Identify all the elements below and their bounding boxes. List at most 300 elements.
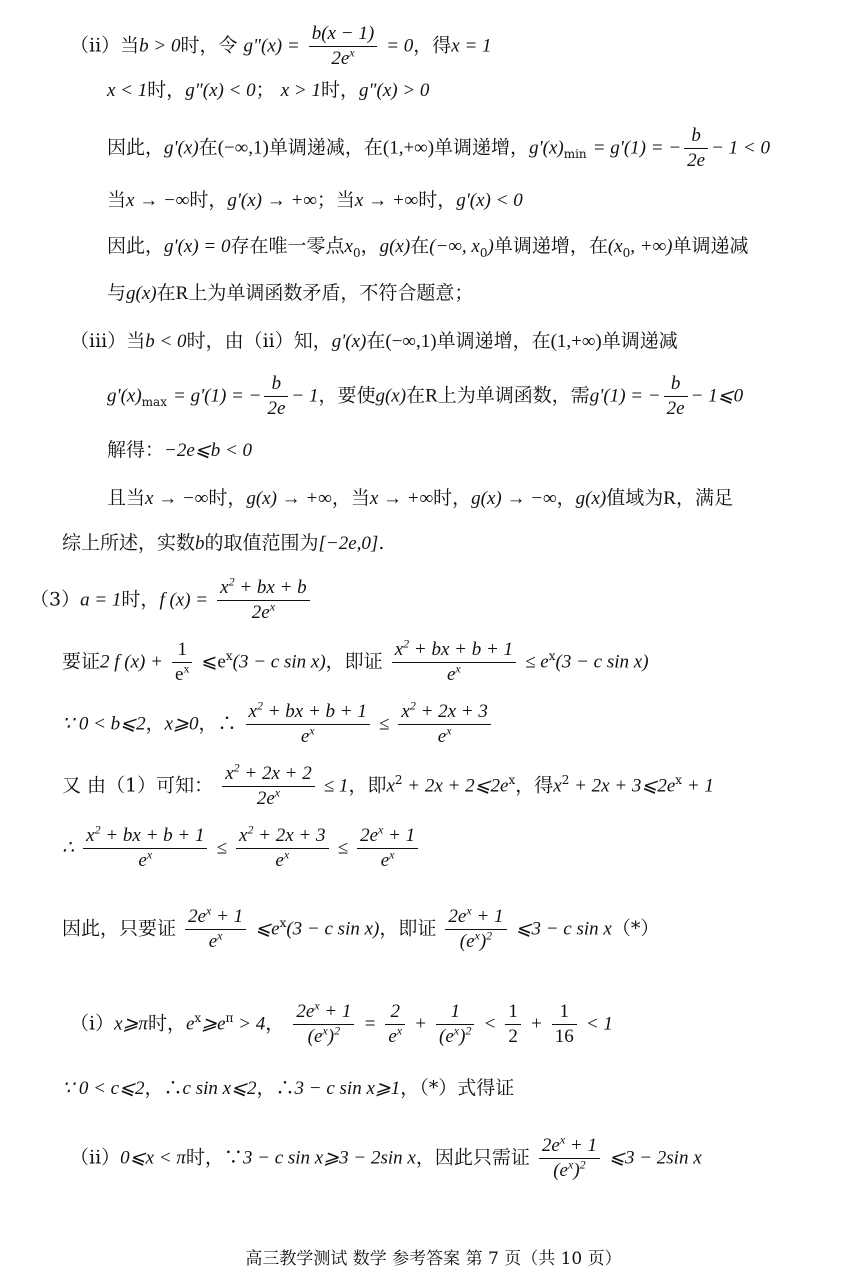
superscript: x <box>309 723 315 738</box>
superscript: 2 <box>247 822 254 837</box>
den-part: (e <box>459 930 475 952</box>
den-part: ) <box>573 1159 580 1181</box>
math: x <box>386 775 395 797</box>
math: = <box>363 1013 377 1035</box>
text: 时，令 <box>180 34 238 57</box>
math: R <box>425 385 438 407</box>
superscript: x <box>194 1010 202 1025</box>
superscript: x <box>183 661 190 676</box>
numerator: 1 <box>505 1000 521 1025</box>
math: ∵ 0 < c⩽2 <box>62 1078 145 1099</box>
text: 因此， <box>107 235 165 257</box>
text: ，∴ <box>198 712 237 735</box>
text: 的取值范围为 <box>204 532 319 554</box>
math: − 1⩽0 <box>690 385 744 407</box>
text: 因此，只要证 <box>62 917 177 940</box>
denominator <box>445 930 506 954</box>
superscript: 2 <box>409 698 416 713</box>
math: g"(x) = <box>243 35 300 57</box>
text: 单调递增， <box>434 136 530 159</box>
superscript: x <box>378 822 384 837</box>
den-part: ) <box>479 930 487 952</box>
text: 又 由（1）可知： <box>62 774 214 797</box>
math: [−2e,0] <box>318 533 379 554</box>
math: x⩾0 <box>164 713 199 735</box>
num-part: 2e <box>188 906 206 927</box>
num-part: + 2x + 3 <box>253 825 326 846</box>
superscript: 2 <box>561 772 570 787</box>
text: 要证 <box>62 650 101 673</box>
math: 3 − c sin x⩾3 − 2sin x <box>242 1147 416 1169</box>
superscript: x <box>322 1023 328 1038</box>
fraction <box>83 824 207 873</box>
denominator: 2e <box>267 397 286 419</box>
math: ≤ <box>337 837 349 859</box>
num-part: x <box>86 825 95 846</box>
den-text: e <box>208 930 218 952</box>
math: (x <box>607 236 623 257</box>
subscript: max <box>141 395 167 410</box>
superscript: x <box>269 599 276 614</box>
denominator: 2 <box>508 1025 518 1047</box>
math: (−∞,1) <box>217 137 269 159</box>
line-2 <box>107 80 429 102</box>
math: 0⩽x < π <box>120 1147 186 1169</box>
denominator <box>236 849 329 873</box>
denominator <box>436 1025 474 1049</box>
text: 当 <box>107 189 127 211</box>
math: (3 − c sin x) <box>286 918 380 940</box>
num-part: + bx + b + 1 <box>409 639 514 660</box>
num-part: x <box>248 701 257 722</box>
math: −2e⩽b < 0 <box>164 440 253 461</box>
text: 解得： <box>107 439 165 461</box>
superscript: x <box>568 1157 574 1172</box>
text: 单调递减 <box>672 235 749 257</box>
den-text: 2e <box>331 47 350 69</box>
line-10 <box>107 488 733 510</box>
num-part: 2e <box>360 825 378 846</box>
den-text: 2e <box>251 601 270 623</box>
superscript: 2 <box>403 636 410 651</box>
math: < <box>483 1013 497 1035</box>
math: (−∞, x <box>429 236 480 257</box>
math: (3 − c sin x) <box>555 651 649 673</box>
text: 综上所述，实数 <box>62 532 196 554</box>
math: g'(x) = 0 <box>164 236 231 257</box>
den-part: ) <box>327 1025 335 1047</box>
text: ，得 <box>413 34 452 57</box>
superscript: π <box>225 1010 234 1025</box>
fraction <box>309 22 377 71</box>
math: g"(x) > 0 <box>359 80 430 101</box>
denominator: 2e <box>666 397 685 419</box>
num-part: 2e <box>448 906 467 927</box>
math: b > 0 <box>139 35 181 57</box>
math: x > 1 <box>280 80 321 101</box>
den-text: 2e <box>256 787 275 809</box>
line-7 <box>70 331 678 353</box>
text: 存在唯一零点 <box>230 235 345 257</box>
denominator <box>539 1159 600 1183</box>
text: ，因此只需证 <box>415 1146 530 1169</box>
line-3 <box>107 124 770 173</box>
superscript: x <box>225 648 233 663</box>
text: 在 <box>156 282 176 304</box>
superscript: x <box>446 723 452 738</box>
text: （ii） <box>70 1146 121 1169</box>
math: < 1 <box>585 1013 613 1035</box>
denominator <box>385 1025 405 1049</box>
math: ≤ <box>216 837 227 859</box>
den-text: e <box>380 849 390 871</box>
text: 在 <box>406 384 426 407</box>
subscript: 0 <box>352 245 361 260</box>
line-9 <box>107 440 252 462</box>
line-13 <box>62 638 649 687</box>
superscript: 2 <box>334 1023 341 1038</box>
num-part: + 1 <box>471 906 504 927</box>
denominator <box>398 725 491 749</box>
superscript: x <box>508 772 516 787</box>
math: x <box>553 775 562 797</box>
math: g'(x) <box>107 385 142 407</box>
fraction <box>445 905 506 954</box>
line-8 <box>107 372 743 421</box>
math: g(x) → +∞ <box>246 488 332 509</box>
math: = g'(1) = − <box>173 385 262 407</box>
math: ≤ e <box>525 651 549 673</box>
num-part: + 2x + 3 <box>415 701 488 722</box>
den-text: e <box>388 1025 397 1047</box>
denominator <box>293 1025 354 1049</box>
fraction <box>436 1000 474 1049</box>
num-part: + bx + b <box>234 577 307 598</box>
num-part: x <box>225 763 234 784</box>
superscript: 2 <box>394 772 403 787</box>
superscript: x <box>206 903 212 918</box>
fraction <box>185 905 246 954</box>
math: (−∞,1) <box>385 331 437 352</box>
text: （iii）当 <box>70 330 146 352</box>
math: b <box>195 533 205 554</box>
numerator <box>83 824 207 849</box>
num-part: + bx + b + 1 <box>262 701 367 722</box>
numerator <box>293 1000 354 1025</box>
text: 在 <box>410 235 430 257</box>
den-part: (e <box>439 1025 454 1047</box>
superscript: x <box>217 928 223 943</box>
denominator <box>217 601 310 625</box>
numerator <box>222 762 315 787</box>
superscript: x <box>389 847 395 862</box>
superscript: x <box>675 772 683 787</box>
denominator <box>246 725 370 749</box>
fraction <box>357 824 418 873</box>
text: ； <box>255 79 275 101</box>
text: . <box>378 532 385 554</box>
text: 值域为 <box>606 487 664 509</box>
text: 单调递增，在 <box>436 330 551 352</box>
num-part: x <box>394 639 404 660</box>
numerator <box>236 824 329 849</box>
math: a = 1 <box>80 589 122 611</box>
superscript: 2 <box>233 760 240 775</box>
text: ，（*）式得证 <box>400 1077 515 1099</box>
text: ， <box>145 712 165 735</box>
superscript: x <box>349 45 355 60</box>
math: ≤ 1 <box>323 775 349 797</box>
math: x → +∞ <box>369 488 434 509</box>
denominator <box>185 930 246 954</box>
numerator: b(x − 1) <box>309 22 377 47</box>
numerator: b <box>264 372 288 397</box>
denominator <box>357 849 418 873</box>
math: x → +∞ <box>354 190 419 211</box>
subscript: 0 <box>622 245 631 260</box>
math: g'(x) <box>529 137 564 159</box>
text: 时， <box>418 189 457 211</box>
line-12 <box>30 576 313 625</box>
numerator <box>217 576 310 601</box>
num-part: 2e <box>541 1135 560 1156</box>
math: g'(x) < 0 <box>456 190 523 211</box>
text: 时， <box>147 79 186 101</box>
math: ∵ 0 < b⩽2 <box>62 713 146 735</box>
text: （ii）当 <box>70 34 140 57</box>
text: ，∴ <box>256 1077 295 1099</box>
math: g'(x) <box>164 137 199 159</box>
num-part: + 1 <box>565 1135 597 1156</box>
text: 时， <box>121 588 160 611</box>
text: ， <box>556 487 576 509</box>
superscript: x <box>274 785 281 800</box>
math: (1,+∞) <box>382 137 435 159</box>
math: x < 1 <box>107 80 148 101</box>
text: ，满足 <box>675 487 733 509</box>
numerator <box>445 905 506 930</box>
line-4 <box>107 190 523 212</box>
superscript: 2 <box>465 1023 472 1038</box>
denominator <box>172 663 192 687</box>
fraction <box>398 700 491 749</box>
math: ⩽e <box>255 918 280 940</box>
math: ⩽3 − c sin x <box>515 918 612 940</box>
text: 在 <box>198 136 218 159</box>
text: （3） <box>30 588 81 611</box>
fraction <box>217 576 310 625</box>
line-14 <box>62 700 494 749</box>
text: 因此， <box>107 136 165 159</box>
line-11 <box>62 533 384 555</box>
math: e <box>185 1013 195 1035</box>
line-5 <box>107 236 748 258</box>
subscript: 0 <box>479 245 488 260</box>
num-part: x <box>401 701 410 722</box>
den-part: ) <box>459 1025 466 1047</box>
text: ，即证 <box>325 650 383 673</box>
numerator <box>539 1134 600 1159</box>
den-text: e <box>175 663 184 685</box>
num-part: 2e <box>296 1001 315 1022</box>
numerator <box>185 905 246 930</box>
superscript: x <box>559 1132 566 1147</box>
text: ，得 <box>515 774 554 797</box>
fraction <box>172 638 192 687</box>
math: + 1 <box>682 775 714 797</box>
numerator <box>398 700 491 725</box>
math: > 4 <box>233 1013 266 1035</box>
math: + <box>414 1013 427 1035</box>
math: − 1 <box>291 385 319 407</box>
text: 单调递增，在 <box>493 235 608 257</box>
numerator: b <box>664 372 688 397</box>
text: ，即证 <box>379 917 437 940</box>
math: (1,+∞) <box>550 331 602 352</box>
num-part: x <box>239 825 248 846</box>
num-part: + 1 <box>319 1001 352 1022</box>
text: 单调递减，在 <box>268 136 383 159</box>
superscript: 2 <box>94 822 101 837</box>
den-part: (e <box>553 1159 568 1181</box>
text: ，即 <box>348 774 387 797</box>
denominator <box>392 663 516 687</box>
num-part: + bx + b + 1 <box>100 825 205 846</box>
superscript: x <box>466 903 472 918</box>
den-text: e <box>300 725 310 747</box>
subscript: min <box>563 147 587 162</box>
text: 上为单调函数矛盾，不符合题意； <box>188 282 474 304</box>
fraction <box>684 124 708 173</box>
math: g(x) <box>575 488 607 509</box>
math: + 2x + 2⩽2e <box>402 775 509 797</box>
math: f (x) = <box>159 589 209 611</box>
math: + 2x + 3⩽2e <box>569 775 676 797</box>
fraction <box>264 372 288 421</box>
line-19 <box>62 1078 514 1100</box>
text: 与 <box>107 282 127 304</box>
math: ⩾e <box>201 1013 226 1035</box>
numerator <box>357 824 418 849</box>
math: , +∞) <box>630 236 673 257</box>
math: 3 − c sin x⩾1 <box>294 1078 401 1099</box>
math: c sin x⩽2 <box>182 1078 257 1099</box>
superscript: 2 <box>228 574 235 589</box>
den-text: e <box>275 849 284 871</box>
superscript: x <box>455 661 461 676</box>
line-6 <box>107 283 473 305</box>
math: x⩾π <box>114 1013 148 1035</box>
math: ⩽e <box>201 651 226 673</box>
text: ，要使 <box>318 384 376 407</box>
fraction <box>293 1000 354 1049</box>
text: 时，由（ii）知， <box>186 330 332 352</box>
fraction <box>539 1134 600 1183</box>
fraction <box>236 824 329 873</box>
den-part: (e <box>307 1025 323 1047</box>
text: ，∴ <box>144 1077 183 1099</box>
numerator: b <box>684 124 708 149</box>
superscript: 2 <box>579 1157 586 1172</box>
math: x → −∞ <box>126 190 190 211</box>
line-16 <box>62 824 421 873</box>
num-part: x <box>220 577 229 598</box>
fraction <box>505 1000 521 1049</box>
math: b < 0 <box>145 331 187 352</box>
fraction <box>246 700 370 749</box>
superscript: x <box>314 998 320 1013</box>
fraction <box>552 1000 577 1049</box>
superscript: 2 <box>486 928 493 943</box>
math: x = 1 <box>451 35 492 57</box>
numerator <box>246 700 370 725</box>
line-20 <box>70 1134 702 1183</box>
math: R <box>175 283 189 304</box>
den-text: e <box>437 725 447 747</box>
denominator <box>83 849 207 873</box>
fraction <box>664 372 688 421</box>
superscript: x <box>453 1023 460 1038</box>
text: 时， <box>189 189 228 211</box>
text: 单调递减 <box>601 330 678 352</box>
math: g"(x) < 0 <box>185 80 256 101</box>
fraction <box>385 1000 405 1049</box>
math: = 0 <box>386 35 414 57</box>
text: ，当 <box>331 487 370 509</box>
page-footer: 高三教学测试 数学 参考答案 第 7 页（共 10 页） <box>245 1249 622 1269</box>
math: = g'(1) = − <box>592 137 682 159</box>
text: 在 <box>366 330 386 352</box>
superscript: x <box>548 648 556 663</box>
text: （i） <box>70 1012 115 1035</box>
math: g'(x) <box>331 331 367 352</box>
line-15 <box>62 762 714 811</box>
math: ⩽3 − 2sin x <box>609 1147 702 1169</box>
numerator: 1 <box>552 1000 577 1025</box>
text: ， <box>265 1012 285 1035</box>
math: (3 − c sin x) <box>232 651 326 673</box>
text: 上为单调函数，需 <box>437 384 590 407</box>
math: g(x) <box>375 385 407 407</box>
denominator <box>309 47 377 71</box>
numerator: 1 <box>172 638 192 663</box>
text: 时，∵ <box>185 1146 243 1169</box>
math: g'(1) = − <box>589 385 661 407</box>
math: ≤ <box>378 713 390 735</box>
text: 且当 <box>107 487 146 509</box>
den-text: e <box>138 849 147 871</box>
line-17 <box>62 905 659 954</box>
num-part: + 1 <box>383 825 416 846</box>
superscript: x <box>474 928 480 943</box>
superscript: x <box>279 915 287 930</box>
text: 时， <box>433 487 472 509</box>
line-1 <box>70 22 492 71</box>
text: ；当 <box>316 189 355 211</box>
numerator: 2 <box>385 1000 405 1025</box>
superscript: x <box>283 847 290 862</box>
math: ) <box>487 236 494 257</box>
fraction <box>222 762 315 811</box>
num-part: + 2x + 2 <box>239 763 312 784</box>
math: g'(x) → +∞ <box>227 190 317 211</box>
denominator: 16 <box>554 1025 574 1047</box>
num-part: + 1 <box>211 906 244 927</box>
math: g(x) <box>126 283 157 304</box>
superscript: x <box>146 847 153 862</box>
text: （*） <box>611 917 660 940</box>
numerator <box>392 638 516 663</box>
